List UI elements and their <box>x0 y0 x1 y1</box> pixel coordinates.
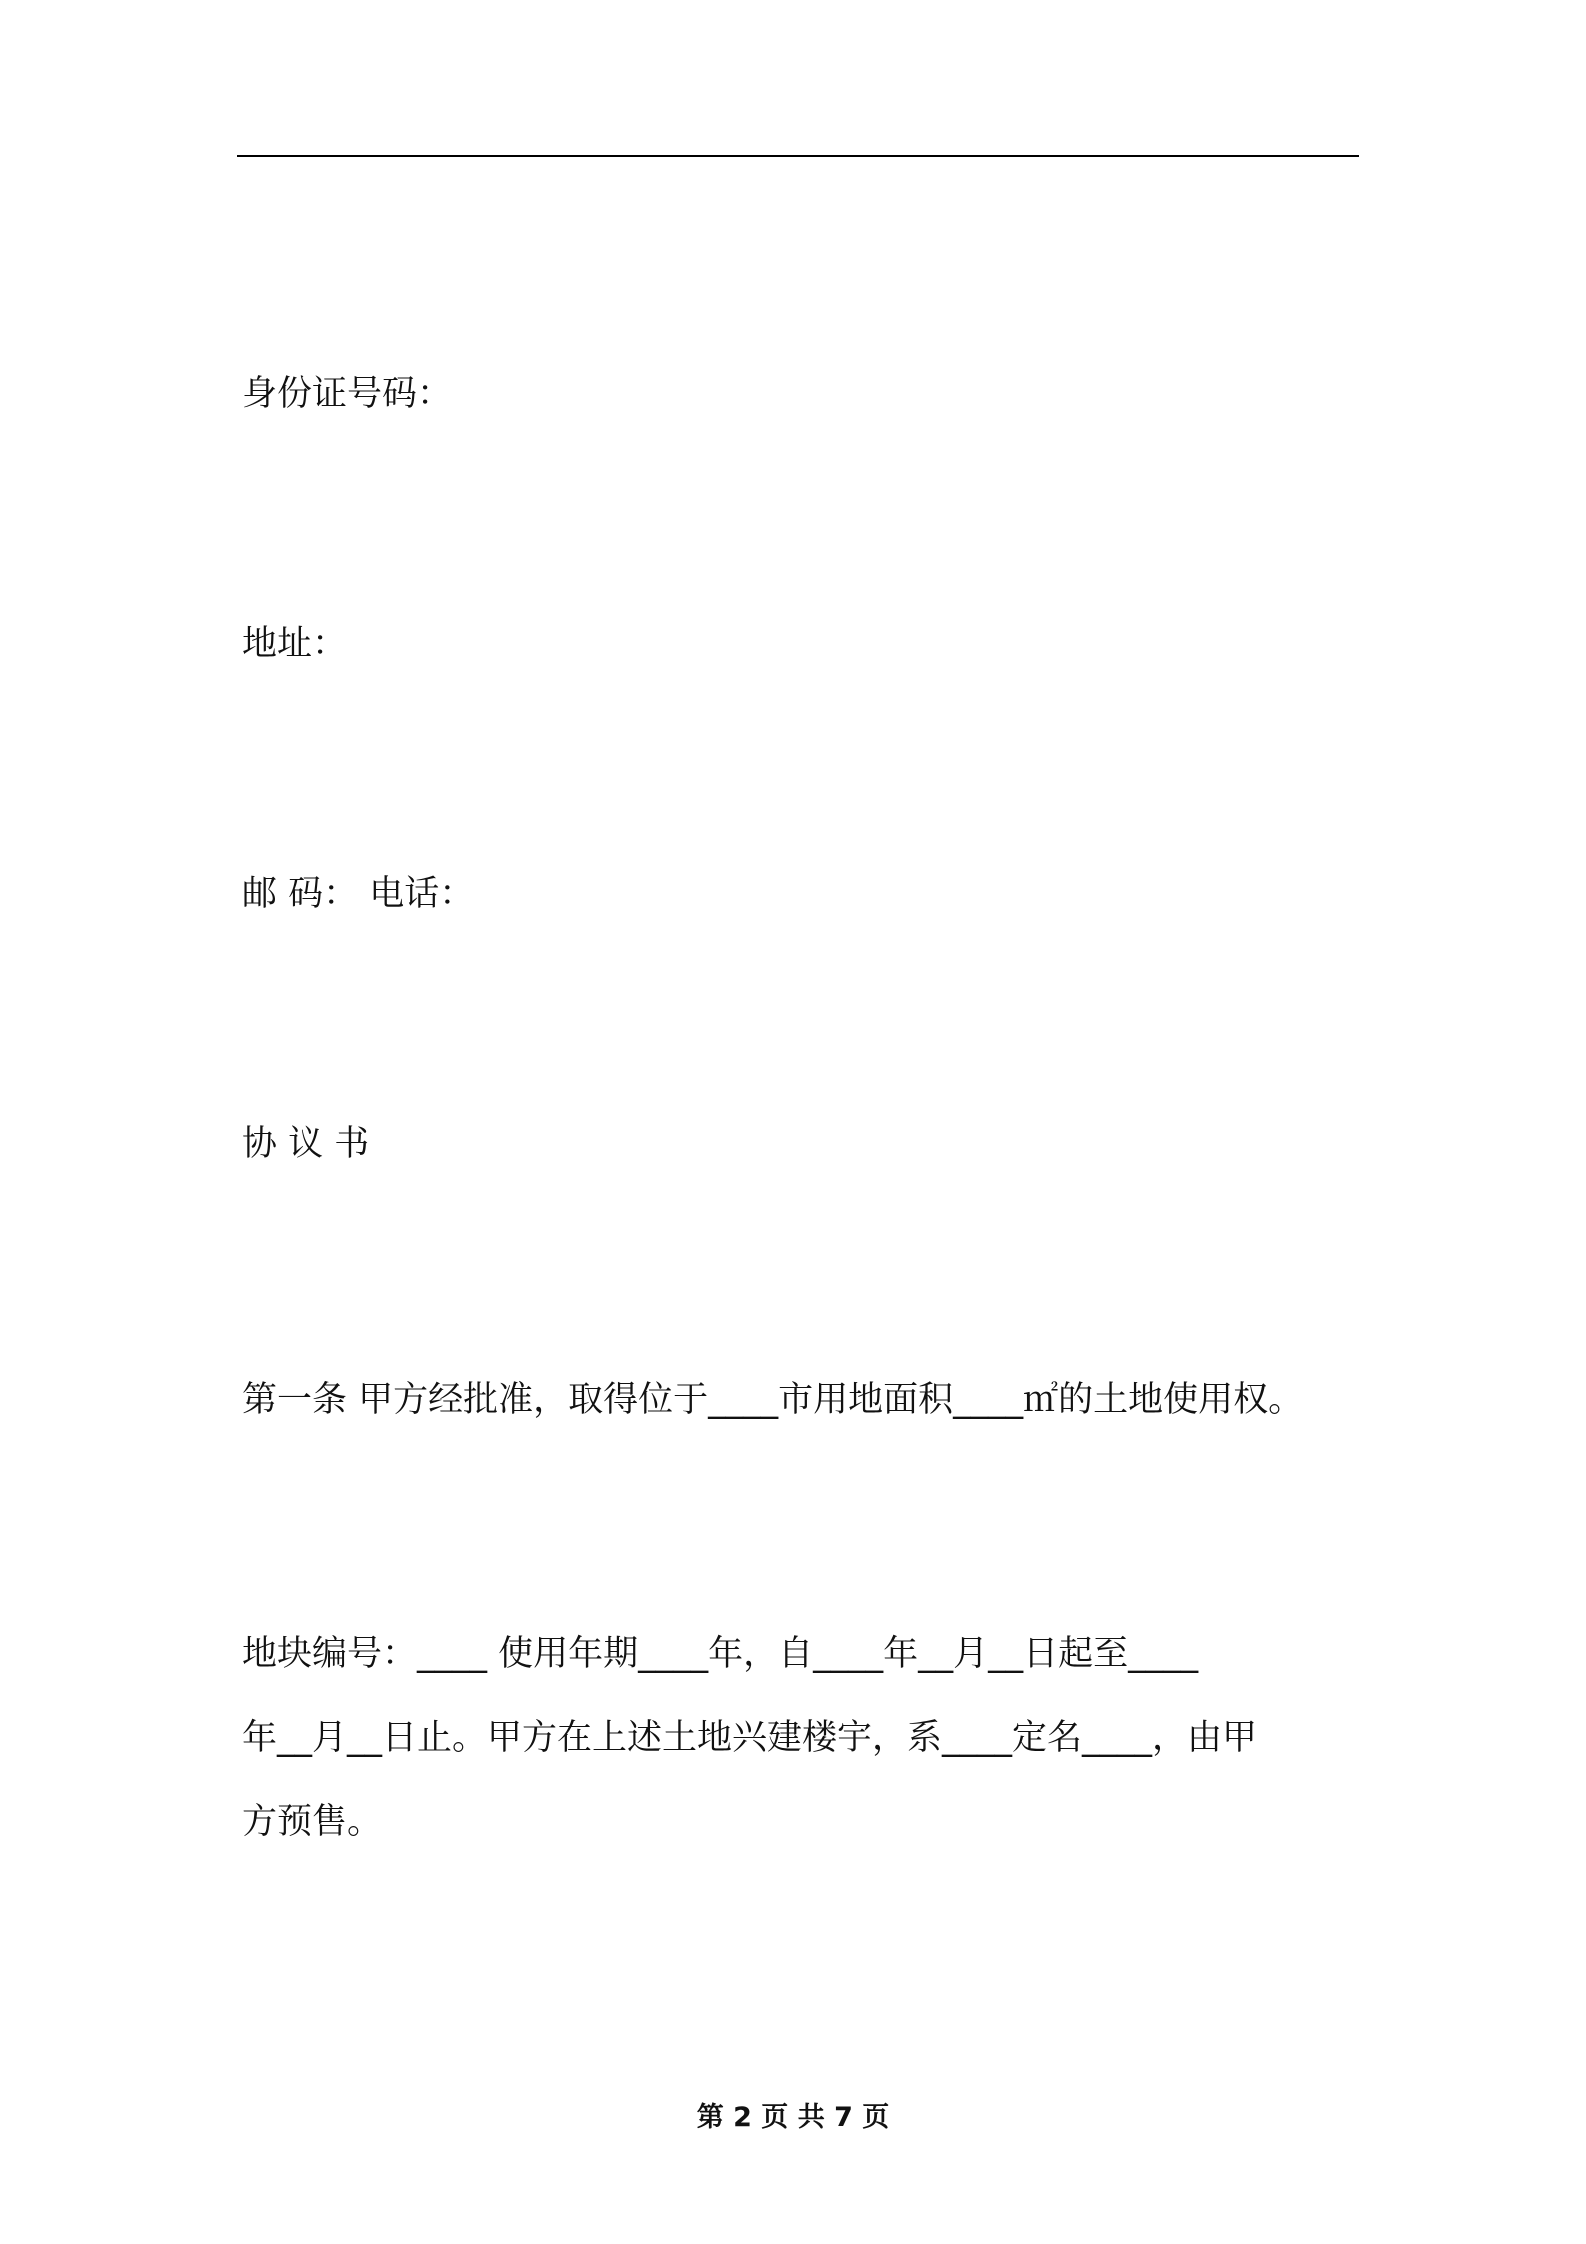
plot-paragraph-line: 方预售。 <box>242 1802 383 1842</box>
address-label: 地址： <box>242 624 348 664</box>
id-number-label: 身份证号码： <box>242 374 453 414</box>
agreement-title: 协 议 书 <box>242 1124 370 1164</box>
plot-paragraph-line: 年__月__日止。甲方在上述土地兴建楼宇，系____定名____，由甲 <box>242 1718 1258 1758</box>
plot-paragraph <box>242 1612 1362 1864</box>
postcode-phone-label: 邮 码： 电话： <box>242 874 475 914</box>
header-rule <box>237 155 1359 157</box>
plot-paragraph-line: 地块编号：____ 使用年期____年，自____年__月__日起至____ <box>242 1634 1199 1674</box>
article-one: 第一条 甲方经批准，取得位于____市用地面积____㎡的土地使用权。 <box>242 1380 1304 1420</box>
page-indicator: 第 2 页 共 7 页 <box>696 2102 890 2133</box>
